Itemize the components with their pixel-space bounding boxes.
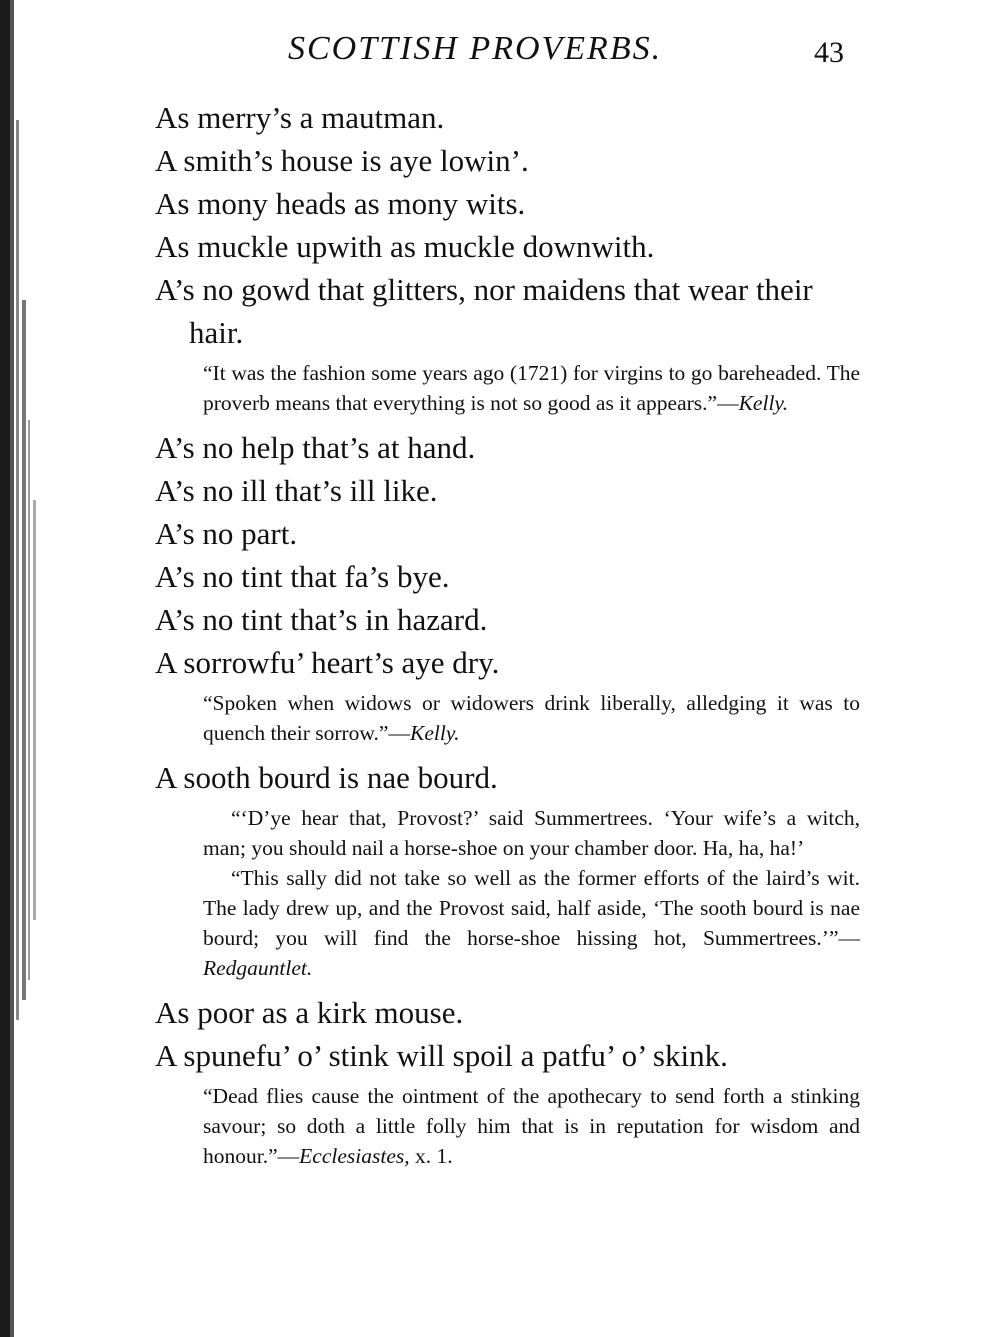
note-text: “‘D’ye hear that, Provost?’ said Summertrees. ‘Your wife’s a witch, man; you should nail a horse-shoe on your chamber door. Ha, ha, ha!’ (203, 806, 860, 860)
page-number: 43 (814, 36, 844, 69)
proverb: A smith’s house is aye lowin’. (155, 143, 529, 178)
proverb: A’s no gowd that glitters, nor maidens that wear their hair. (155, 272, 813, 350)
note-tail: x. 1. (409, 1144, 453, 1168)
proverb: As mony heads as mony wits. (155, 186, 526, 221)
note-text: “This sally did not take so well as the former efforts of the laird’s wit. The lady drew up, and the Provost said, half aside, ‘The sooth bourd is nae bourd; you will find the horse-shoe hissing hot, Summertrees.’”— (203, 866, 860, 950)
proverb: A’s no tint that’s in hazard. (155, 602, 488, 637)
proverb: A spunefu’ o’ stink will spoil a patfu’ o’ skink. (155, 1038, 728, 1073)
note-source: Redgauntlet. (203, 956, 313, 980)
proverb: A sooth bourd is nae bourd. (155, 760, 498, 795)
note-source: Kelly. (409, 721, 460, 745)
commentary-note (203, 358, 860, 418)
proverb: A’s no help that’s at hand. (155, 430, 476, 465)
note-text: “Dead flies cause the ointment of the apothecary to send forth a stinking savour; so doth a little folly him that is in reputation for wisdom and honour.”— (203, 1084, 860, 1168)
commentary-note (203, 803, 860, 983)
page-header (0, 30, 1000, 80)
proverb: A’s no part. (155, 516, 298, 551)
note-source: Kelly. (738, 391, 789, 415)
proverb: A sorrowfu’ heart’s aye dry. (155, 645, 500, 680)
note-text: “Spoken when widows or widowers drink liberally, alledging it was to quench their sorrow.”— (203, 691, 860, 745)
proverb: As poor as a kirk mouse. (155, 995, 464, 1030)
page-content (155, 96, 860, 1179)
note-paragraph (203, 803, 860, 863)
proverb: A’s no tint that fa’s bye. (155, 559, 450, 594)
proverb: As muckle upwith as muckle downwith. (155, 229, 655, 264)
proverb: A’s no ill that’s ill like. (155, 473, 438, 508)
note-paragraph (203, 863, 860, 983)
book-binding-edge (0, 0, 46, 1337)
note-text: “It was the fashion some years ago (1721) for virgins to go bareheaded. The proverb means that everything is not so good as it appears.”— (203, 361, 860, 415)
running-title: SCOTTISH PROVERBS. (288, 30, 663, 67)
commentary-note (203, 1081, 860, 1171)
note-source: Ecclesiastes, (299, 1144, 410, 1168)
proverb: As merry’s a mautman. (155, 100, 445, 135)
commentary-note (203, 688, 860, 748)
